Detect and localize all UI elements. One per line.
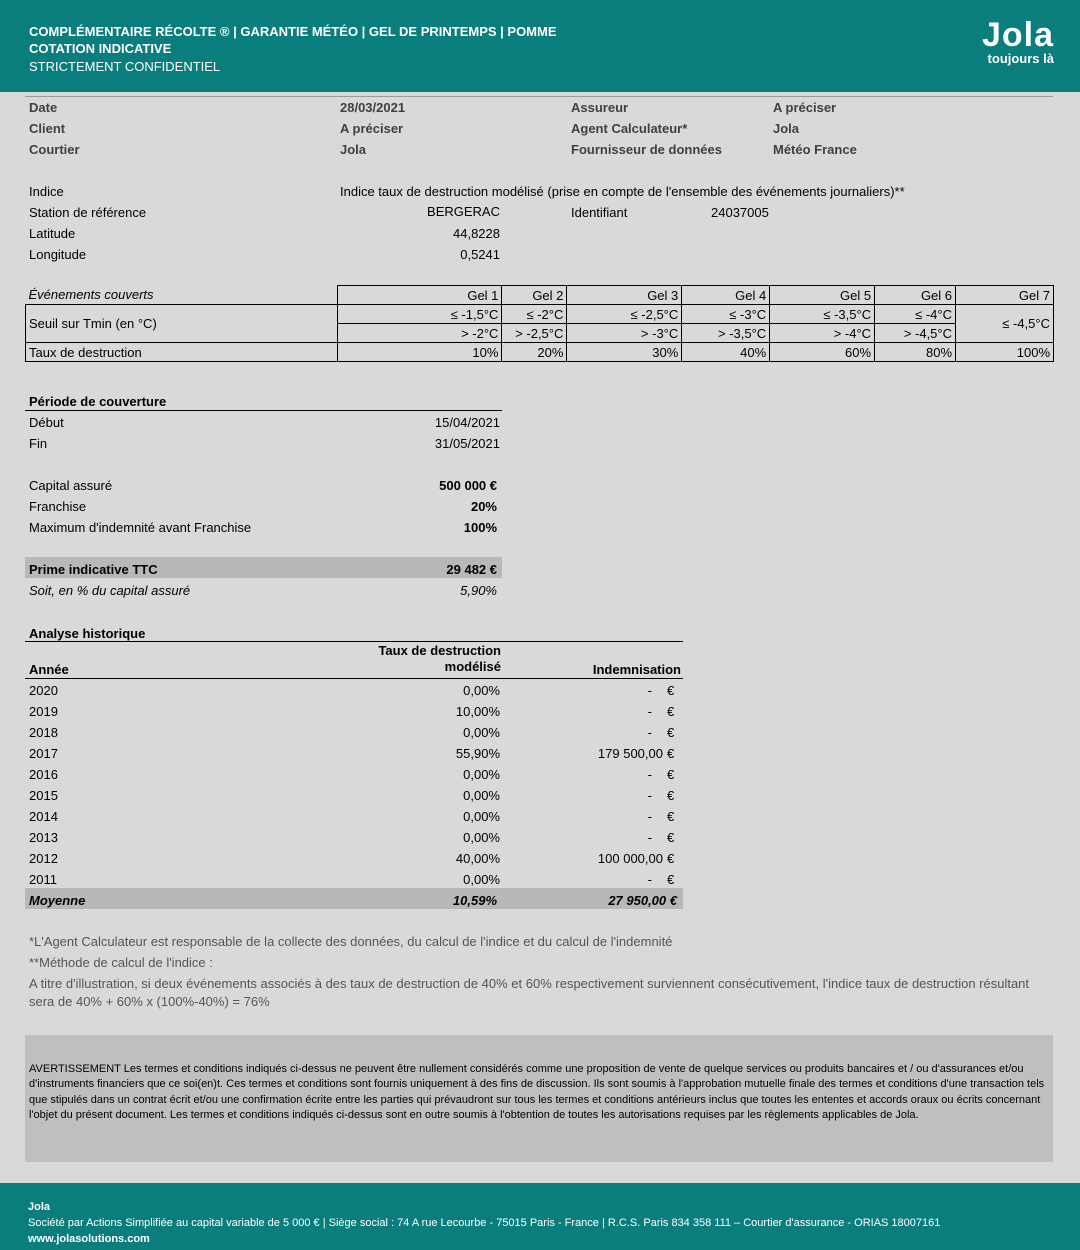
gel-6-lower: > -4,5°C [875,324,956,343]
history-indemnity: - [647,788,652,803]
history-indemnity: - [647,767,652,782]
gel-3-lower: > -3°C [567,324,682,343]
history-rate: 55,90% [455,746,500,761]
longitude-value: 0,5241 [460,247,500,262]
latitude-value: 44,8228 [453,226,500,241]
history-indemnity: - [647,830,652,845]
courtier-value: Jola [340,142,367,157]
col-rate-header-line1: Taux de destruction [378,643,501,658]
events-header-label: Événements couverts [26,286,338,305]
station-label: Station de référence [29,205,147,220]
courtier-label: Courtier [29,142,80,157]
longitude-label: Longitude [29,247,87,262]
history-year: 2019 [29,704,58,719]
gel-3-rate: 30% [567,343,682,362]
coverage-title: Période de couverture [29,394,167,409]
premium-label: Prime indicative TTC [29,562,158,577]
history-underline [25,641,683,642]
agent-value: Jola [773,121,800,136]
gel-4-lower: > -3,5°C [682,324,770,343]
history-rate: 10,00% [455,704,500,719]
gel-5-header: Gel 5 [770,286,875,305]
note-agent: *L'Agent Calculateur est responsable de la collecte des données, du calcul de l'indice et du calcul de l'indemnité [29,934,673,949]
indice-label: Indice [29,184,64,199]
franchise-value: 20% [470,499,497,514]
history-indemnity: - [647,725,652,740]
client-value: A préciser [340,121,404,136]
history-indemnity: - [647,704,652,719]
average-label: Moyenne [29,893,86,908]
footer-legal: Société par Actions Simplifiée au capital variable de 5 000 € | Siège social : 74 A rue Lecourbe - 75015 Paris - France | R.C.S. Paris 834 358 111 – Courtier d'assurance - ORIAS 18007161 [28,1217,941,1229]
seuil-label: Seuil sur Tmin (en °C) [26,305,338,343]
history-rate: 0,00% [463,809,500,824]
history-year: 2012 [29,851,58,866]
history-currency: € [667,704,675,719]
table-header-row [26,286,1054,305]
gel-6-rate: 80% [875,343,956,362]
col-indem-header: Indemnisation [592,662,681,677]
history-rate: 0,00% [463,872,500,887]
identifiant-label: Identifiant [571,205,628,220]
frost-events-table [25,285,1054,362]
history-year: 2020 [29,683,58,698]
gel-2-upper: ≤ -2°C [502,305,567,324]
gel-4-upper: ≤ -3°C [682,305,770,324]
history-currency: € [667,809,675,824]
gel-7-header: Gel 7 [956,286,1054,305]
premium-value: 29 482 € [446,562,497,577]
history-currency: € [667,725,675,740]
history-indemnity: 179 500,00 [597,746,663,761]
header-divider [25,96,1053,97]
coverage-underline [25,410,502,411]
premium-pct-value: 5,90% [460,583,497,598]
history-year: 2016 [29,767,58,782]
gel-1-rate: 10% [337,343,502,362]
header-banner [0,0,1080,92]
fournisseur-value: Météo France [773,142,857,157]
capital-label: Capital assuré [29,478,113,493]
history-year: 2015 [29,788,58,803]
note-illustration-line2: sera de 40% + 60% x (100%-40%) = 76% [29,994,270,1009]
disclaimer-text: AVERTISSEMENT Les termes et conditions indiqués ci-dessus ne peuvent être nullement considérés comme une proposition de vente de quelque services ou produits bancaires et / ou d'assurances et/ou d'instruments financiers que ce soi(en)t. Ces termes et conditions sont fournis uniquement à des fins de discussion. Ils sont soumis à l'approbation mutuelle finale des termes et conditions d'une transaction tels que stipulés dans un contrat écrit et/ou une confirmation écrite entre les parties qui prévaudront sur tous les termes et conditions antérieurs inclus que toutes les ententes et accords oraux ou écrits concernant l'objet du présent document. Les termes et conditions indiqués ci-dessus sont en outre soumis à l'obtention de toutes les autorisations requises par les règlements applicables de Jola. [29,1063,1045,1121]
col-year-header: Année [29,662,69,677]
average-rate: 10,59% [452,893,497,908]
gel-5-rate: 60% [770,343,875,362]
table-row [26,305,1054,324]
history-year: 2011 [29,872,57,887]
gel-7-threshold: ≤ -4,5°C [956,305,1054,343]
gel-7-rate: 100% [956,343,1054,362]
col-rate-header-line2: modélisé [444,659,501,674]
document-title: COMPLÉMENTAIRE RÉCOLTE ® | GARANTIE MÉTÉO | GEL DE PRINTEMPS | POMME [29,24,557,39]
date-label: Date [29,100,58,115]
document-subtitle: COTATION INDICATIVE [29,41,172,56]
client-label: Client [29,121,66,136]
note-method: **Méthode de calcul de l'indice : [29,955,213,970]
history-rate: 0,00% [463,788,500,803]
fournisseur-label: Fournisseur de données [571,142,722,157]
history-indemnity: - [647,683,652,698]
history-year: 2017 [29,746,58,761]
gel-2-lower: > -2,5°C [502,324,567,343]
history-rate: 0,00% [463,830,500,845]
date-value: 28/03/2021 [340,100,406,115]
history-currency: € [667,788,675,803]
note-illustration-line1: A titre d'illustration, si deux événements associés à des taux de destruction de 40% et 60% respectivement surviennent consécutivement, l'indice taux de destruction résultant [29,976,1030,991]
history-rate: 40,00% [455,851,500,866]
jola-logo [982,16,1054,66]
history-year: 2013 [29,830,58,845]
gel-2-rate: 20% [502,343,567,362]
gel-5-lower: > -4°C [770,324,875,343]
max-indemnity-label: Maximum d'indemnité avant Franchise [29,520,252,535]
history-currency: € [667,830,675,845]
history-indemnity: 100 000,00 [597,851,663,866]
logo-name: Jola [981,16,1054,54]
gel-1-lower: > -2°C [337,324,502,343]
history-year: 2014 [29,809,58,824]
gel-3-header: Gel 3 [567,286,682,305]
gel-1-header: Gel 1 [337,286,502,305]
history-currency: € [667,872,675,887]
history-indemnity: - [647,809,652,824]
gel-5-upper: ≤ -3,5°C [770,305,875,324]
identifiant-value: 24037005 [711,205,769,220]
table-row [26,343,1054,362]
taux-label: Taux de destruction [26,343,338,362]
footer-company: Jola [28,1201,51,1213]
history-rate: 0,00% [463,767,500,782]
gel-6-header: Gel 6 [875,286,956,305]
gel-6-upper: ≤ -4°C [875,305,956,324]
gel-4-rate: 40% [682,343,770,362]
fin-value: 31/05/2021 [434,436,500,451]
history-currency: € [667,767,675,782]
footer-website-link[interactable]: www.jolasolutions.com [28,1233,150,1245]
gel-2-header: Gel 2 [502,286,567,305]
station-value: BERGERAC [427,204,500,219]
history-rate: 0,00% [463,725,500,740]
gel-1-upper: ≤ -1,5°C [337,305,502,324]
max-indemnity-value: 100% [463,520,497,535]
agent-label: Agent Calculateur* [571,121,688,136]
history-currency: € [667,746,675,761]
history-currency: € [667,683,675,698]
history-currency: € [667,851,675,866]
assureur-value: A préciser [773,100,837,115]
debut-value: 15/04/2021 [434,415,500,430]
history-year: 2018 [29,725,58,740]
gel-3-upper: ≤ -2,5°C [567,305,682,324]
history-header-underline [25,678,683,679]
history-indemnity: - [647,872,652,887]
capital-value: 500 000 € [439,478,497,493]
assureur-label: Assureur [571,100,629,115]
indice-value: Indice taux de destruction modélisé (prise en compte de l'ensemble des événements journaliers)** [340,184,905,199]
franchise-label: Franchise [29,499,87,514]
footer [0,1183,1080,1250]
fin-label: Fin [29,436,48,451]
gel-4-header: Gel 4 [682,286,770,305]
logo-tagline: toujours là [987,51,1054,66]
history-title: Analyse historique [29,626,146,641]
debut-label: Début [29,415,64,430]
disclaimer-box [25,1035,1053,1162]
confidentiality-label: STRICTEMENT CONFIDENTIEL [29,59,221,74]
average-indemnity: 27 950,00 € [608,893,677,908]
history-rate: 0,00% [463,683,500,698]
latitude-label: Latitude [29,226,76,241]
premium-pct-label: Soit, en % du capital assuré [29,583,191,598]
